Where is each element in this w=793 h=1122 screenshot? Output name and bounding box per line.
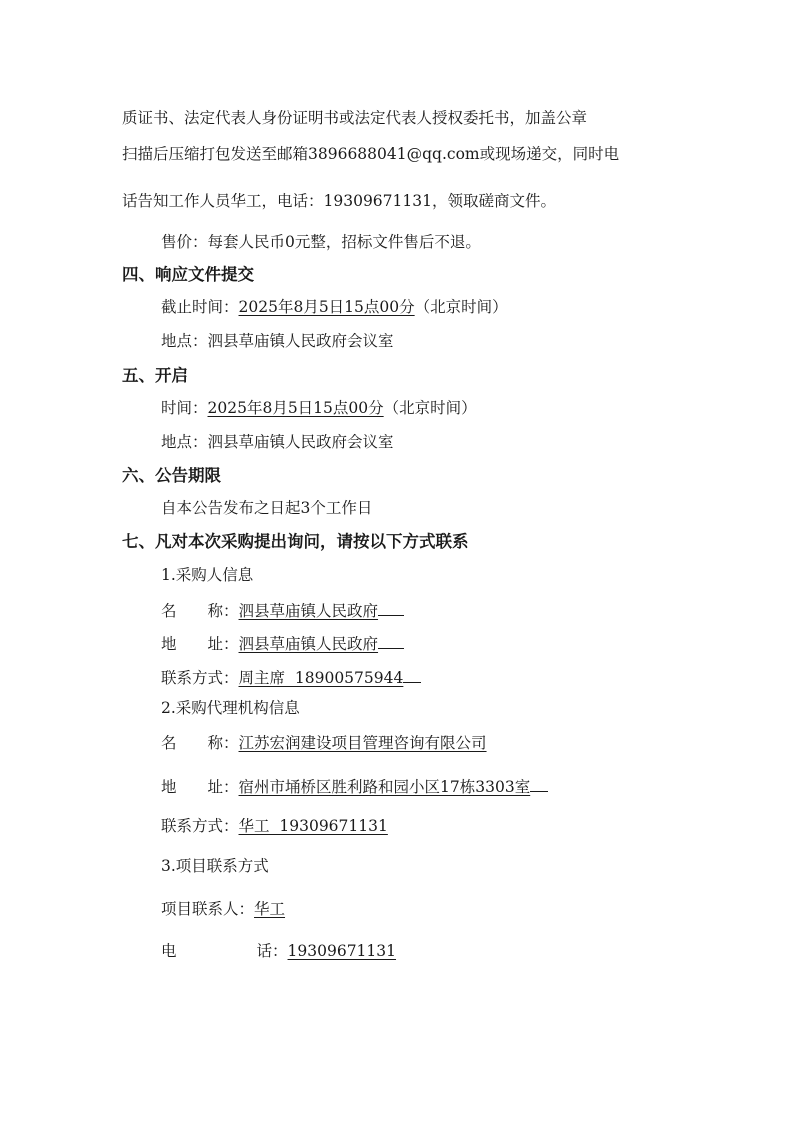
contact-label: 联系方式： <box>161 669 239 687</box>
agency-address <box>161 774 548 798</box>
project-person-label: 项目联系人： <box>161 900 255 918</box>
agency-contact-value: 华工 19309671131 <box>238 817 388 835</box>
agency-name <box>161 732 487 754</box>
deadline-label: 截止时间： <box>161 298 239 316</box>
purchaser-name <box>161 598 404 622</box>
contact-label: 联系方式： <box>161 817 239 835</box>
project-phone-value: 19309671131 <box>287 942 397 960</box>
submission-deadline <box>161 296 508 318</box>
purchaser-address <box>161 631 404 655</box>
address-label-first: 地 <box>161 635 177 653</box>
address-label-first: 地 <box>161 778 177 796</box>
name-label-first: 名 <box>161 602 177 620</box>
project-person-value: 华工 <box>254 900 286 918</box>
purchaser-contact <box>161 665 421 689</box>
opening-time-value: 2025年8月5日15点00分 <box>207 399 384 417</box>
intro-line-1: 质证书、法定代表人身份证明书或法定代表人授权委托书，加盖公章 <box>122 109 588 127</box>
submission-location: 地点：泗县草庙镇人民政府会议室 <box>161 332 394 350</box>
section-6-heading: 六、公告期限 <box>122 466 221 485</box>
phone-label-second: 话： <box>256 942 288 960</box>
agency-title: 2.采购代理机构信息 <box>161 699 300 717</box>
project-contact-phone <box>161 940 396 962</box>
project-contact-person <box>161 898 285 920</box>
opening-location: 地点：泗县草庙镇人民政府会议室 <box>161 433 394 451</box>
opening-time-note: （北京时间） <box>383 399 477 417</box>
address-label-second: 址： <box>207 778 239 796</box>
opening-time <box>161 397 477 419</box>
agency-contact <box>161 815 388 837</box>
deadline-note: （北京时间） <box>414 298 508 316</box>
name-label-second: 称： <box>207 602 239 620</box>
price-line: 售价：每套人民币0元整，招标文件售后不退。 <box>161 233 481 251</box>
section-5-heading: 五、开启 <box>122 366 188 385</box>
section-4-heading: 四、响应文件提交 <box>122 265 254 284</box>
name-label-first: 名 <box>161 734 177 752</box>
name-label-second: 称： <box>207 734 239 752</box>
purchaser-contact-value: 周主席 18900575944 <box>238 669 404 687</box>
intro-line-2: 扫描后压缩打包发送至邮箱3896688041@qq.com或现场递交，同时电 <box>122 145 620 163</box>
intro-line-3: 话告知工作人员华工，电话：19309671131，领取磋商文件。 <box>122 192 556 210</box>
opening-time-label: 时间： <box>161 399 208 417</box>
address-label-second: 址： <box>207 635 239 653</box>
agency-name-value: 江苏宏润建设项目管理咨询有限公司 <box>238 734 487 752</box>
purchaser-title: 1.采购人信息 <box>161 566 254 584</box>
purchaser-address-value: 泗县草庙镇人民政府 <box>238 635 379 653</box>
section-7-heading: 七、凡对本次采购提出询问，请按以下方式联系 <box>122 532 469 551</box>
agency-address-value: 宿州市埇桥区胜利路和园小区17栋3303室 <box>238 778 531 796</box>
purchaser-name-value: 泗县草庙镇人民政府 <box>238 602 379 620</box>
deadline-value: 2025年8月5日15点00分 <box>238 298 415 316</box>
project-contact-title: 3.项目联系方式 <box>161 857 269 875</box>
notice-period: 自本公告发布之日起3个工作日 <box>161 499 373 517</box>
phone-label-first: 电 <box>161 942 177 960</box>
